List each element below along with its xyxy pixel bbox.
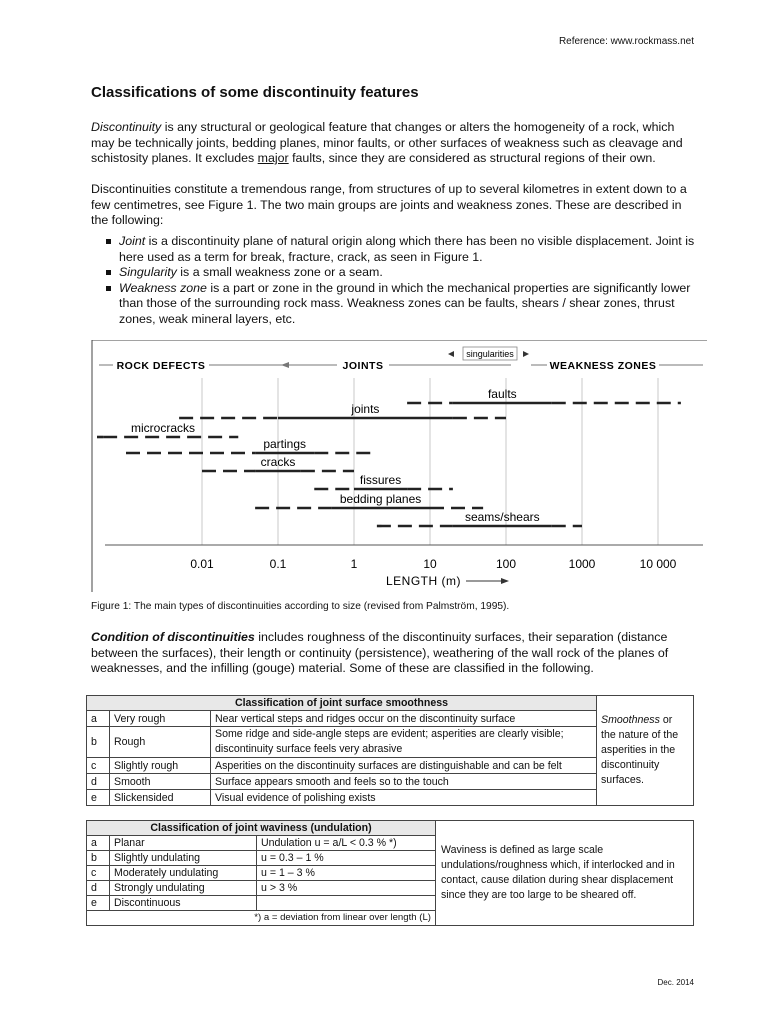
smoothness-side-text: or the nature of the asperities in the discontinuity surfaces. [601, 714, 679, 786]
bar-label: bedding planes [339, 492, 422, 506]
row-desc: Some ridge and side-angle steps are evident; asperities are clearly visible; discontinuity surface feels very abrasive [211, 727, 597, 758]
x-axis-arrow-icon [501, 578, 509, 584]
row-desc: Visual evidence of polishing exists [211, 790, 597, 806]
list-item [106, 265, 696, 281]
smoothness-table [86, 695, 694, 806]
groups-paragraph: Discontinuities constitute a tremendous range, from structures of up to several kilometres in extent down to a few centimetres, see Figure 1. The two main groups are joints and weakness zones. These are described in the following: [91, 182, 687, 227]
figure-bars [97, 387, 681, 526]
row-value: u > 3 % [257, 881, 436, 896]
row-id: d [87, 774, 110, 790]
bullet-text: is a small weakness zone or a seam. [176, 265, 383, 279]
row-id: b [87, 851, 110, 866]
intro-emphasis: major [257, 151, 289, 165]
row-id: c [87, 866, 110, 881]
x-tick-label: 1 [350, 557, 358, 571]
row-name: Slickensided [110, 790, 211, 806]
joints-arrow-left-icon [281, 362, 289, 368]
list-item [106, 234, 696, 265]
figure-caption: Figure 1: The main types of discontinuities according to size (revised from Palmström, 1995). [91, 601, 510, 612]
condition-term: Condition of discontinuities [91, 630, 255, 644]
row-name: Rough [110, 727, 211, 758]
row-name: Very rough [110, 711, 211, 727]
bullet-term: Weakness zone [119, 280, 207, 295]
singularities-arrow-right-icon [523, 351, 529, 357]
x-tick-label: 10 [423, 557, 437, 571]
row-id: e [87, 790, 110, 806]
row-value [257, 896, 436, 911]
intro-paragraph [91, 120, 691, 167]
row-name: Planar [110, 836, 257, 851]
smoothness-side-term: Smoothness [601, 714, 660, 726]
bullet-text: is a discontinuity plane of natural origin along which there has been no visible displacement. Joint is here used as a term for break, fracture, crack, as seen in Figure 1. [119, 234, 695, 264]
bar-label: microcracks [130, 421, 196, 435]
waviness-side-note: Waviness is defined as large scale undulations/roughness which, if interlocked and in contact, cause dilation during shear displacement since they are too large to be sheared off. [436, 821, 694, 926]
list-item [106, 281, 696, 328]
rock-defects-label: ROCK DEFECTS [116, 360, 206, 372]
row-id: e [87, 896, 110, 911]
bar-label: partings [263, 437, 307, 451]
intro-term: Discontinuity [91, 120, 162, 134]
bar-label: joints [351, 402, 380, 416]
row-id: d [87, 881, 110, 896]
x-tick-label: 100 [495, 557, 517, 571]
row-value: Undulation u = a/L < 0.3 % *) [257, 836, 436, 851]
bar-label: faults [487, 387, 517, 401]
joints-header-label: JOINTS [342, 360, 384, 372]
smoothness-side-note [597, 696, 694, 806]
waviness-table [86, 820, 694, 926]
row-id: b [87, 727, 110, 758]
row-desc: Surface appears smooth and feels so to the touch [211, 774, 597, 790]
bar-label: cracks [260, 455, 296, 469]
row-name: Slightly rough [110, 758, 211, 774]
row-name: Discontinuous [110, 896, 257, 911]
row-desc: Asperities on the discontinuity surfaces are distinguishable and can be felt [211, 758, 597, 774]
document-date: Dec. 2014 [657, 978, 694, 987]
row-value: u = 0.3 – 1 % [257, 851, 436, 866]
singularities-arrow-left-icon [448, 351, 454, 357]
waviness-footnote: *) a = deviation from linear over length (L) [87, 911, 436, 926]
x-tick-label: 0.01 [190, 557, 214, 571]
row-name: Moderately undulating [110, 866, 257, 881]
condition-text: includes roughness of the discontinuity surfaces, their separation (distance between the surfaces), their length or continuity (persistence), weathering of the wall rock of the planes of weaknesses, and the infilling (gouge) material. Some of these are classified in the following. [91, 630, 669, 675]
bullet-term: Joint [119, 234, 146, 248]
smoothness-table-title: Classification of joint surface smoothness [87, 696, 597, 711]
intro-text-1: is any structural or geological feature that changes or alters the homogeneity of a rock, which may be technically joints, bedding planes, minor faults, or other surfaces of weakness such as cleavage and schistosity planes. It excludes [91, 120, 683, 165]
row-id: c [87, 758, 110, 774]
bar-label: seams/shears [464, 510, 540, 524]
bullet-text: is a part or zone in the ground in which the mechanical properties are significantly lower than those of the surrounding rock mass. Weakness zones can be faults, shears / shear zones, thrust zones, weak mineral layers, etc. [119, 280, 691, 326]
waviness-table-title: Classification of joint waviness (undulation) [87, 821, 436, 836]
page-title: Classifications of some discontinuity features [91, 84, 419, 101]
row-id: a [87, 711, 110, 727]
reference-text: Reference: www.rockmass.net [558, 36, 694, 47]
definition-list [106, 234, 696, 327]
bar-label: fissures [359, 473, 402, 487]
intro-text-2: faults, since they are considered as structural regions of their own. [288, 151, 656, 165]
condition-paragraph [91, 630, 691, 677]
x-tick-label: 10 000 [639, 557, 677, 571]
row-value: u = 1 – 3 % [257, 866, 436, 881]
singularities-label: singularities [466, 349, 514, 359]
row-desc: Near vertical steps and ridges occur on the discontinuity surface [211, 711, 597, 727]
x-axis-label: LENGTH (m) [386, 574, 461, 588]
bullet-term: Singularity [119, 265, 177, 279]
row-name: Smooth [110, 774, 211, 790]
row-name: Slightly undulating [110, 851, 257, 866]
x-tick-label: 0.1 [269, 557, 287, 571]
row-name: Strongly undulating [110, 881, 257, 896]
x-tick-labels [190, 557, 676, 571]
discontinuity-size-figure [91, 340, 707, 592]
row-id: a [87, 836, 110, 851]
x-tick-label: 1000 [568, 557, 596, 571]
weakness-zones-label: WEAKNESS ZONES [549, 360, 657, 372]
